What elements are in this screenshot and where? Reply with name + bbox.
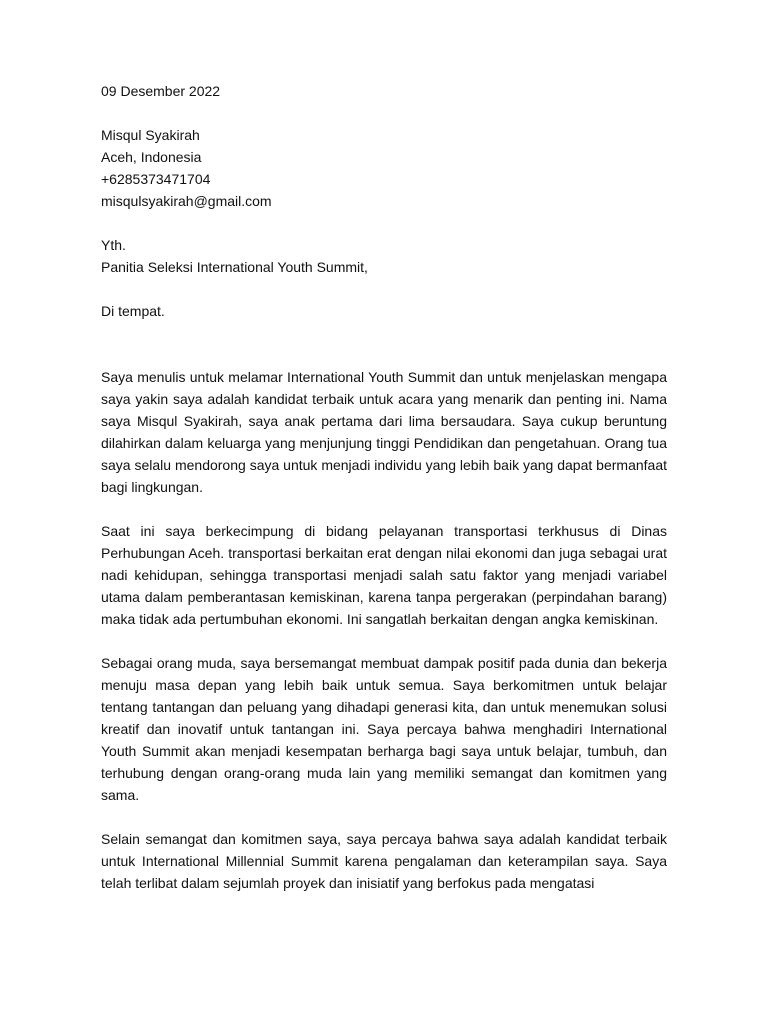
paragraph-motivation: Sebagai orang muda, saya bersemangat membuat dampak positif pada dunia dan bekerja menuju masa depan yang lebih baik untuk semua. Saya berkomitmen untuk belajar tentang tantangan dan peluang yang dihadapi generasi kita, dan untuk menemukan solusi kreatif dan inovatif untuk tantangan ini. Saya percaya bahwa menghadiri International Youth Summit akan menjadi kesempatan berharga bagi saya untuk belajar, tumbuh, dan terhubung dengan orang-orang muda lain yang memiliki semangat dan komitmen yang sama. <box>101 655 667 803</box>
spacer <box>101 212 667 234</box>
recipient-name: Panitia Seleksi International Youth Summit, <box>101 259 368 275</box>
letter-paragraphs <box>101 366 667 894</box>
sender-location: Aceh, Indonesia <box>101 149 202 165</box>
spacer <box>101 322 667 366</box>
sender-phone: +6285373471704 <box>101 171 211 187</box>
letter-date: 09 Desember 2022 <box>101 83 221 99</box>
recipient-place: Di tempat. <box>101 303 165 319</box>
spacer <box>101 102 667 124</box>
sender-block <box>101 124 667 212</box>
sender-email: misqulsyakirah@gmail.com <box>101 193 272 209</box>
paragraph-introduction: Saya menulis untuk melamar International Youth Summit dan untuk menjelaskan mengapa saya yakin saya adalah kandidat terbaik untuk acara yang menarik dan penting ini. Nama saya Misqul Syakirah, saya anak pertama dari lima bersaudara. Saya cukup beruntung dilahirkan dalam keluarga yang menjunjung tinggi Pendidikan dan pengetahuan. Orang tua saya selalu mendorong saya untuk menjadi individu yang lebih baik yang dapat bermanfaat bagi lingkungan. <box>101 369 667 495</box>
letter-body <box>101 80 667 894</box>
spacer <box>101 278 667 300</box>
paragraph-current-work: Saat ini saya berkecimpung di bidang pelayanan transportasi terkhusus di Dinas Perhubungan Aceh. transportasi berkaitan erat dengan nilai ekonomi dan juga sebagai urat nadi kehidupan, sehingga transportasi menjadi salah satu faktor yang menjadi variabel utama dalam pemberantasan kemiskinan, karena tanpa pergerakan (perpindahan barang) maka tidak ada pertumbuhan ekonomi. Ini sangatlah berkaitan dengan angka kemiskinan. <box>101 523 667 627</box>
recipient-salutation: Yth. <box>101 237 126 253</box>
paragraph-experience: Selain semangat dan komitmen saya, saya percaya bahwa saya adalah kandidat terbaik untuk International Millennial Summit karena pengalaman dan keterampilan saya. Saya telah terlibat dalam sejumlah proyek dan inisiatif yang berfokus pada mengatasi <box>101 831 667 891</box>
recipient-block <box>101 234 667 322</box>
sender-name: Misqul Syakirah <box>101 127 200 143</box>
